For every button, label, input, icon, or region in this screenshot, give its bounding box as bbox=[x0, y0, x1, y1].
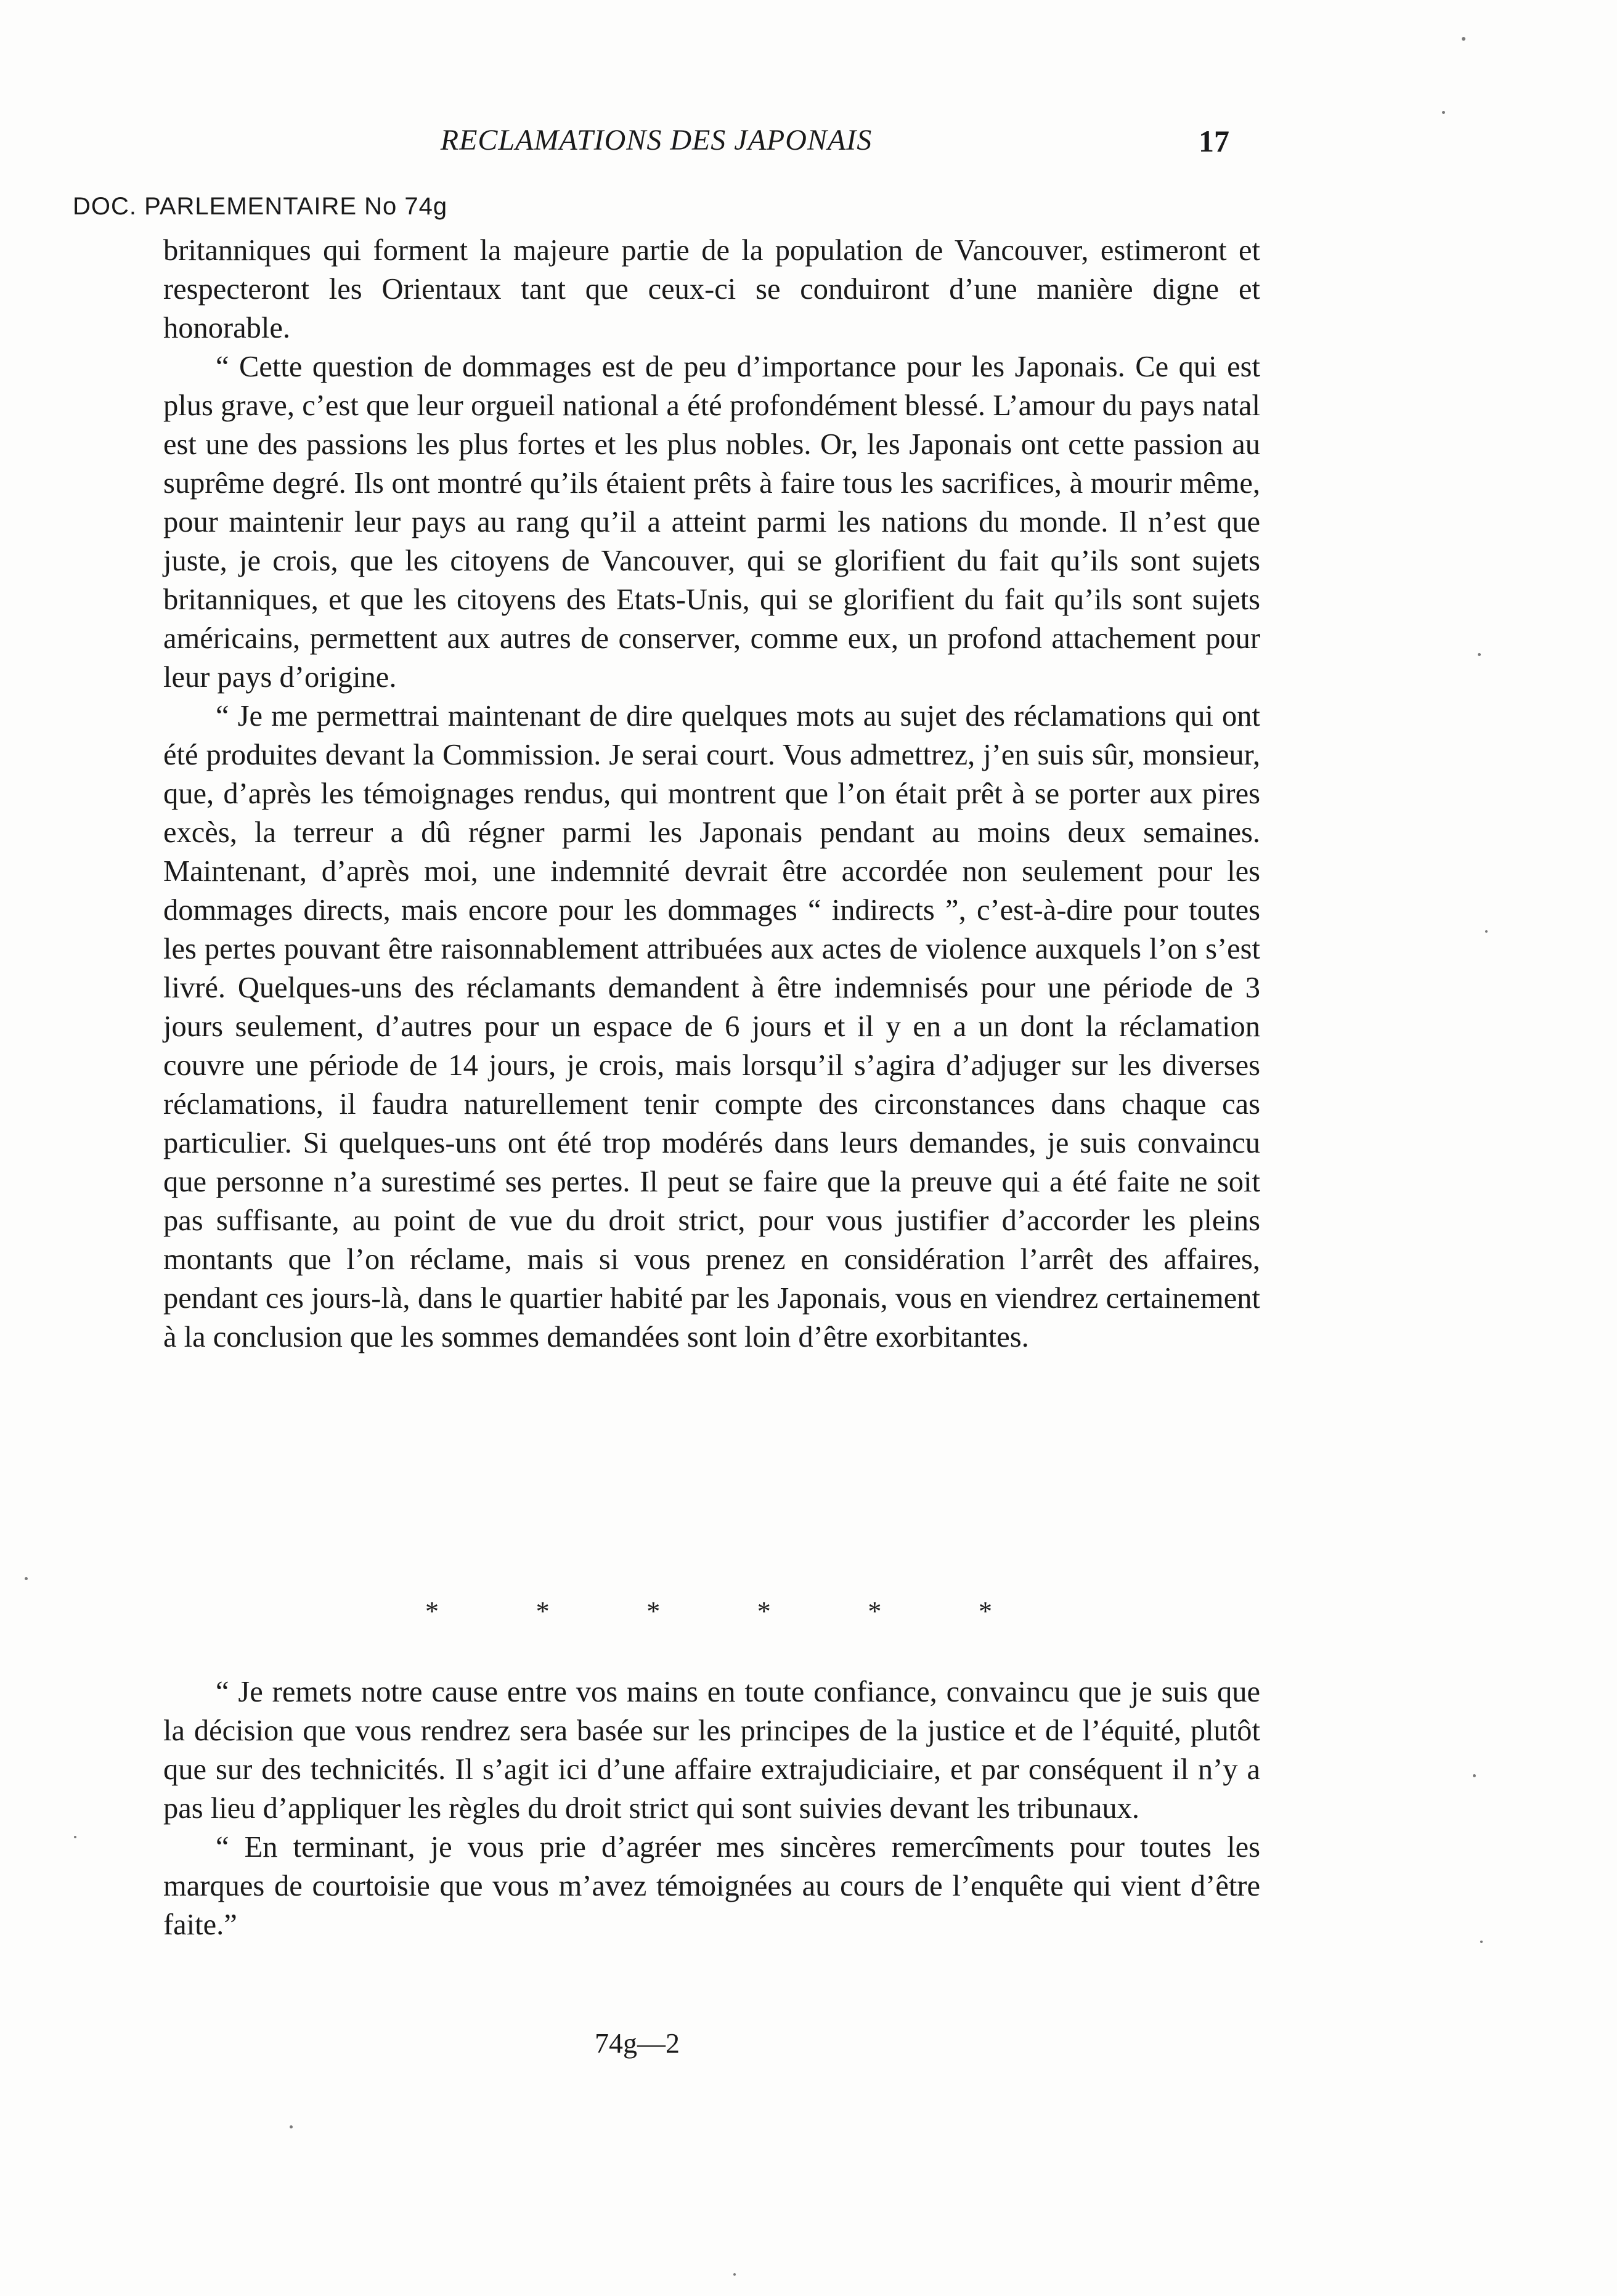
paragraph: britanniques qui forment la majeure partie de la population de Vancouver, estimeront et respecteront les Orientaux tant que ceux-ci se conduiront d’une manière digne et honorable. bbox=[163, 234, 1260, 344]
section-separator bbox=[425, 1596, 992, 1627]
separator-asterisk: * bbox=[425, 1596, 439, 1626]
running-header bbox=[0, 123, 1617, 166]
folio: 74g—2 bbox=[595, 2027, 680, 2059]
scan-speck bbox=[1473, 1774, 1476, 1777]
scan-speck bbox=[1478, 653, 1481, 656]
scan-speck bbox=[1480, 1941, 1483, 1943]
running-title: RECLAMATIONS DES JAPONAIS bbox=[440, 124, 873, 156]
scan-speck bbox=[290, 2125, 293, 2128]
paragraph: “ En terminant, je vous prie d’agréer mes sincères remercîments pour toutes les marques de courtoisie que vous m’avez témoignées au cours de l’enquête qui vient d’être faite.” bbox=[163, 1831, 1260, 1941]
paragraph: “ Cette question de dommages est de peu d’importance pour les Japonais. Ce qui est plus grave, c’est que leur orgueil national a été profondément blessé. L’amour du pays natal est une des passions les plus fortes et les plus nobles. Or, les Japonais ont cette passion au suprême degré. Ils ont montré qu’ils étaient prêts à faire tous les sacrifices, à mourir même, pour maintenir leur pays au rang qu’il a atteint parmi les nations du monde. Il n’est que juste, je crois, que les citoyens de Vancouver, qui se glorifient du fait qu’ils sont sujets britanniques, et que les citoyens des Etats-Unis, qui se glorifient du fait qu’ils sont sujets américains, permettent aux autres de conserver, comme eux, un profond attachement pour leur pays d’origine. bbox=[163, 351, 1260, 694]
body-text bbox=[163, 231, 1260, 1357]
separator-asterisk: * bbox=[868, 1596, 882, 1626]
paragraph: “ Je me permettrai maintenant de dire quelques mots au sujet des réclamations qui ont été produites devant la Commission. Je serai court. Vous admettrez, j’en suis sûr, monsieur, que, d’après les témoignages rendus, qui montrent que l’on était prêt à se porter aux pires excès, la terreur a dû régner parmi les Japonais pendant au moins deux semaines. Maintenant, d’après moi, une indemnité devrait être accordée non seulement pour les dommages directs, mais encore pour les dommages “ indirects ”, c’est-à-dire pour toutes les pertes pouvant être raisonnablement attribuées aux actes de violence auxquels l’on s’est livré. Quelques-uns des réclamants demandent à être indemnisés pour une période de 3 jours seulement, d’autres pour un espace de 6 jours et il y en a un dont la réclamation couvre une période de 14 jours, je crois, mais lorsqu’il s’agira d’adjuger sur les diverses réclamations, il faudra naturellement tenir compte des circonstances dans chaque cas particulier. Si quelques-uns ont été trop modérés dans leurs demandes, je suis convaincu que personne n’a surestimé ses pertes. Il peut se faire que la preuve qui a été faite ne soit pas suffisante, au point de vue du droit strict, pour vous justifier d’accorder les pleins montants que l’on réclame, mais si vous prenez en considération l’arrêt des affaires, pendant ces jours-là, dans le quartier habité par les Japonais, vous en viendrez certainement à la conclusion que les sommes demandées sont loin d’être exorbitantes. bbox=[163, 700, 1260, 1353]
page-number: 17 bbox=[1199, 124, 1229, 158]
scan-speck bbox=[74, 1836, 76, 1838]
separator-asterisk: * bbox=[757, 1596, 771, 1626]
separator-asterisk: * bbox=[536, 1596, 550, 1626]
scan-speck bbox=[1485, 930, 1488, 933]
separator-asterisk: * bbox=[978, 1596, 992, 1626]
separator-asterisk: * bbox=[646, 1596, 661, 1626]
paragraph: “ Je remets notre cause entre vos mains en toute confiance, convaincu que je suis que la décision que vous rendrez sera basée sur les principes de la justice et de l’équité, plutôt que sur des technicités. Il s’agit ici d’une affaire extrajudiciaire, et par conséquent il n’y a pas lieu d’appliquer les règles du droit strict qui sont suivies devant les tribunaux. bbox=[163, 1676, 1260, 1825]
scan-speck bbox=[1442, 111, 1445, 114]
scan-speck bbox=[1462, 37, 1465, 41]
scan-speck bbox=[25, 1577, 28, 1580]
scan-speck bbox=[733, 2273, 736, 2276]
closing-text bbox=[163, 1673, 1260, 1944]
document-reference: DOC. PARLEMENTAIRE No 74g bbox=[73, 193, 448, 220]
